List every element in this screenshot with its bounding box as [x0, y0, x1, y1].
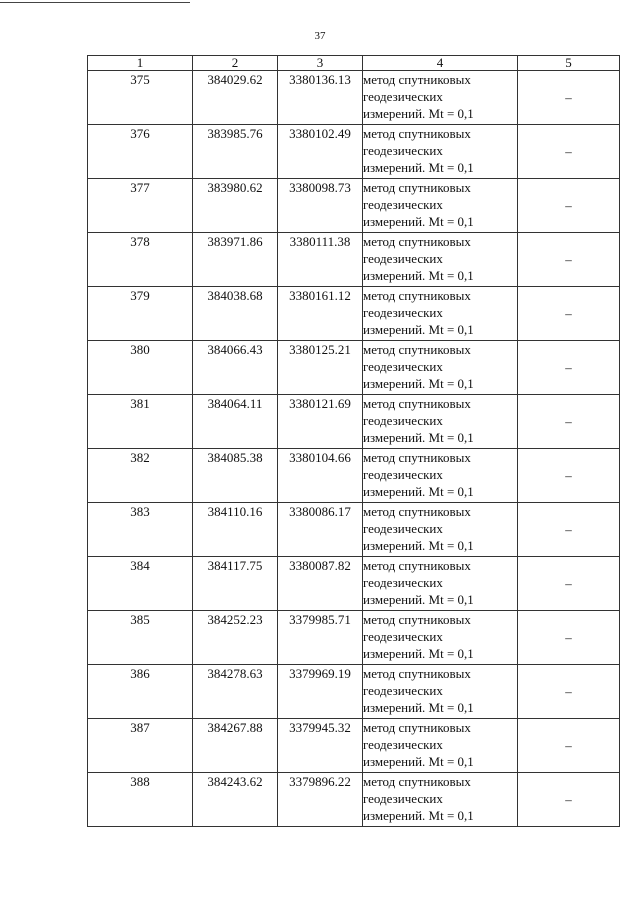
x-coordinate-cell: 383985.76: [193, 125, 278, 179]
coordinates-table: [87, 55, 620, 827]
table-body: [88, 71, 620, 827]
note-cell: –: [518, 71, 620, 125]
point-number-cell: 383: [88, 503, 193, 557]
y-coordinate-cell: 3380111.38: [278, 233, 363, 287]
x-coordinate-cell: 384064.11: [193, 395, 278, 449]
point-number-cell: 379: [88, 287, 193, 341]
point-number-cell: 382: [88, 449, 193, 503]
method-cell: метод спутниковых геодезических измерений. Mt = 0,1: [363, 557, 518, 611]
x-coordinate-cell: 384029.62: [193, 71, 278, 125]
method-cell: метод спутниковых геодезических измерений. Mt = 0,1: [363, 125, 518, 179]
y-coordinate-cell: 3380098.73: [278, 179, 363, 233]
note-cell: –: [518, 503, 620, 557]
header-col-5: 5: [518, 56, 620, 71]
header-col-3: 3: [278, 56, 363, 71]
point-number-cell: 380: [88, 341, 193, 395]
note-cell: –: [518, 665, 620, 719]
note-cell: –: [518, 287, 620, 341]
x-coordinate-cell: 384038.68: [193, 287, 278, 341]
x-coordinate-cell: 384267.88: [193, 719, 278, 773]
y-coordinate-cell: 3380104.66: [278, 449, 363, 503]
table-row: [88, 611, 620, 665]
note-cell: –: [518, 719, 620, 773]
point-number-cell: 388: [88, 773, 193, 827]
x-coordinate-cell: 384117.75: [193, 557, 278, 611]
point-number-cell: 376: [88, 125, 193, 179]
point-number-cell: 385: [88, 611, 193, 665]
note-cell: –: [518, 233, 620, 287]
method-cell: метод спутниковых геодезических измерений. Mt = 0,1: [363, 71, 518, 125]
point-number-cell: 377: [88, 179, 193, 233]
table-row: [88, 665, 620, 719]
point-number-cell: 381: [88, 395, 193, 449]
y-coordinate-cell: 3380121.69: [278, 395, 363, 449]
y-coordinate-cell: 3380102.49: [278, 125, 363, 179]
method-cell: метод спутниковых геодезических измерений. Mt = 0,1: [363, 665, 518, 719]
note-cell: –: [518, 611, 620, 665]
point-number-cell: 384: [88, 557, 193, 611]
table-row: [88, 395, 620, 449]
top-rule: [0, 2, 190, 3]
y-coordinate-cell: 3379985.71: [278, 611, 363, 665]
x-coordinate-cell: 384243.62: [193, 773, 278, 827]
table-row: [88, 287, 620, 341]
table-row: [88, 71, 620, 125]
x-coordinate-cell: 383971.86: [193, 233, 278, 287]
x-coordinate-cell: 384110.16: [193, 503, 278, 557]
y-coordinate-cell: 3380087.82: [278, 557, 363, 611]
note-cell: –: [518, 773, 620, 827]
x-coordinate-cell: 384066.43: [193, 341, 278, 395]
method-cell: метод спутниковых геодезических измерений. Mt = 0,1: [363, 503, 518, 557]
header-col-4: 4: [363, 56, 518, 71]
x-coordinate-cell: 384085.38: [193, 449, 278, 503]
point-number-cell: 386: [88, 665, 193, 719]
table-row: [88, 341, 620, 395]
y-coordinate-cell: 3380086.17: [278, 503, 363, 557]
y-coordinate-cell: 3379945.32: [278, 719, 363, 773]
y-coordinate-cell: 3379969.19: [278, 665, 363, 719]
x-coordinate-cell: 384252.23: [193, 611, 278, 665]
note-cell: –: [518, 395, 620, 449]
table-row: [88, 233, 620, 287]
method-cell: метод спутниковых геодезических измерений. Mt = 0,1: [363, 341, 518, 395]
note-cell: –: [518, 557, 620, 611]
y-coordinate-cell: 3380136.13: [278, 71, 363, 125]
point-number-cell: 375: [88, 71, 193, 125]
note-cell: –: [518, 449, 620, 503]
method-cell: метод спутниковых геодезических измерений. Mt = 0,1: [363, 395, 518, 449]
point-number-cell: 378: [88, 233, 193, 287]
table-row: [88, 503, 620, 557]
method-cell: метод спутниковых геодезических измерений. Mt = 0,1: [363, 179, 518, 233]
page-number: 37: [314, 30, 326, 42]
header-col-2: 2: [193, 56, 278, 71]
table-row: [88, 719, 620, 773]
method-cell: метод спутниковых геодезических измерений. Mt = 0,1: [363, 287, 518, 341]
method-cell: метод спутниковых геодезических измерений. Mt = 0,1: [363, 719, 518, 773]
y-coordinate-cell: 3380125.21: [278, 341, 363, 395]
table-row: [88, 125, 620, 179]
note-cell: –: [518, 125, 620, 179]
table-row: [88, 179, 620, 233]
method-cell: метод спутниковых геодезических измерений. Mt = 0,1: [363, 233, 518, 287]
header-col-1: 1: [88, 56, 193, 71]
table-row: [88, 557, 620, 611]
y-coordinate-cell: 3379896.22: [278, 773, 363, 827]
table-header: [88, 56, 620, 71]
y-coordinate-cell: 3380161.12: [278, 287, 363, 341]
header-row: [88, 56, 620, 71]
method-cell: метод спутниковых геодезических измерений. Mt = 0,1: [363, 611, 518, 665]
method-cell: метод спутниковых геодезических измерений. Mt = 0,1: [363, 449, 518, 503]
x-coordinate-cell: 384278.63: [193, 665, 278, 719]
table-row: [88, 773, 620, 827]
x-coordinate-cell: 383980.62: [193, 179, 278, 233]
table-row: [88, 449, 620, 503]
method-cell: метод спутниковых геодезических измерений. Mt = 0,1: [363, 773, 518, 827]
note-cell: –: [518, 179, 620, 233]
note-cell: –: [518, 341, 620, 395]
point-number-cell: 387: [88, 719, 193, 773]
